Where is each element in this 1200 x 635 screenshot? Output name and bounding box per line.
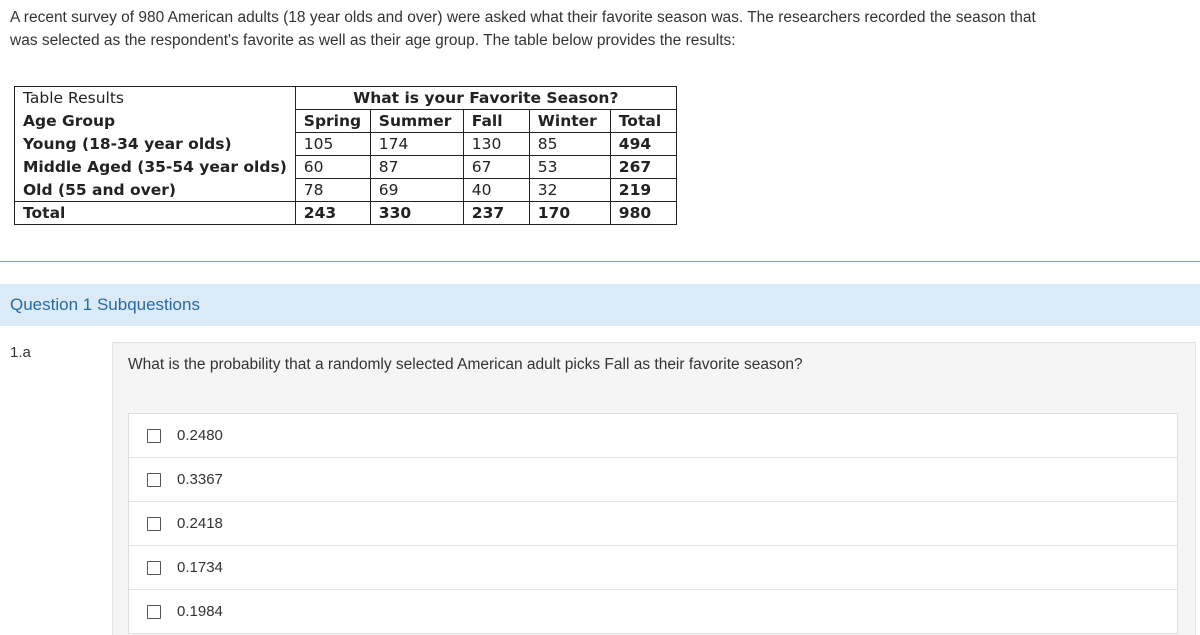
row-label: Middle Aged (35-54 year olds) (15, 156, 296, 179)
question-text: What is the probability that a randomly selected American adult picks Fall as their favorite season? (128, 356, 803, 373)
checkbox-icon[interactable] (147, 517, 161, 531)
table-cell-total: 243 (295, 202, 370, 225)
checkbox-icon[interactable] (147, 561, 161, 575)
row-label: Young (18-34 year olds) (15, 133, 296, 156)
table-cell-total: 219 (610, 179, 676, 202)
table-cell: 174 (370, 133, 463, 156)
answer-option[interactable] (129, 414, 1177, 458)
column-header-fall: Fall (463, 110, 529, 133)
answer-option-label: 0.1734 (177, 559, 223, 576)
table-cell: 32 (529, 179, 610, 202)
answer-option[interactable] (129, 590, 1177, 634)
table-group-header: What is your Favorite Season? (295, 87, 676, 110)
table-cell-total: 494 (610, 133, 676, 156)
answer-option[interactable] (129, 546, 1177, 590)
table-cell-total: 237 (463, 202, 529, 225)
table-cell-total: 170 (529, 202, 610, 225)
table-cell-total: 267 (610, 156, 676, 179)
answer-option[interactable] (129, 502, 1177, 546)
table-cell: 40 (463, 179, 529, 202)
table-cell: 78 (295, 179, 370, 202)
intro-text (10, 6, 1180, 52)
table-cell: 130 (463, 133, 529, 156)
column-header-age-group: Age Group (15, 110, 296, 133)
table-header-row (15, 87, 677, 110)
column-header-spring: Spring (295, 110, 370, 133)
row-label: Old (55 and over) (15, 179, 296, 202)
column-header-winter: Winter (529, 110, 610, 133)
answer-option-label: 0.2480 (177, 427, 223, 444)
table-cell: 85 (529, 133, 610, 156)
column-header-total: Total (610, 110, 676, 133)
answer-option-label: 0.3367 (177, 471, 223, 488)
table-cell: 67 (463, 156, 529, 179)
answer-option-label: 0.2418 (177, 515, 223, 532)
table-row (15, 179, 677, 202)
checkbox-icon[interactable] (147, 429, 161, 443)
subquestions-title: Question 1 Subquestions (10, 295, 200, 314)
table-cell: 53 (529, 156, 610, 179)
table-cell: 69 (370, 179, 463, 202)
answer-options (128, 413, 1178, 634)
column-header-summer: Summer (370, 110, 463, 133)
table-caption: Table Results (15, 87, 296, 110)
table-cell: 60 (295, 156, 370, 179)
table-column-headers (15, 110, 677, 133)
checkbox-icon[interactable] (147, 473, 161, 487)
table-cell-total: 330 (370, 202, 463, 225)
section-divider (0, 261, 1200, 262)
subquestions-header (0, 284, 1200, 326)
survey-results-table (14, 86, 677, 225)
table-cell: 87 (370, 156, 463, 179)
table-cell: 105 (295, 133, 370, 156)
answer-option-label: 0.1984 (177, 603, 223, 620)
answer-option[interactable] (129, 458, 1177, 502)
table-row (15, 133, 677, 156)
table-cell-total: 980 (610, 202, 676, 225)
table-row-total (15, 202, 677, 225)
checkbox-icon[interactable] (147, 605, 161, 619)
table-row (15, 156, 677, 179)
intro-line-2: was selected as the respondent's favorite as well as their age group. The table below provides the results: (10, 32, 736, 49)
row-label: Total (15, 202, 296, 225)
question-number: 1.a (10, 344, 31, 361)
intro-line-1: A recent survey of 980 American adults (18 year olds and over) were asked what their favorite season was. The researchers recorded the season that (10, 9, 1036, 26)
